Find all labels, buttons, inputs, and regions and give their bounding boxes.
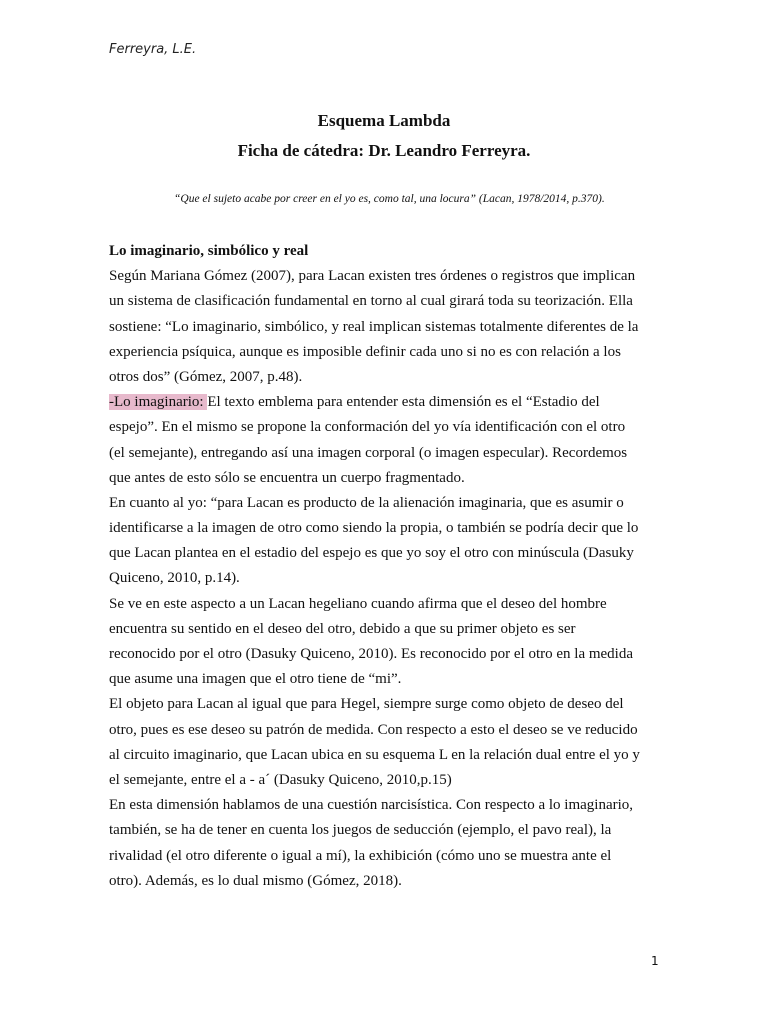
paragraph-line: En esta dimensión hablamos de una cuestión narcisística. Con respecto a lo imaginario, <box>109 797 634 814</box>
paragraph-line: Quiceno, 2010, p.14). <box>109 570 240 587</box>
paragraph-line: Según Mariana Gómez (2007), para Lacan existen tres órdenes o registros que implican <box>109 268 636 285</box>
paragraph-line: Se ve en este aspecto a un Lacan hegeliano cuando afirma que el deseo del hombre <box>109 595 607 612</box>
paragraph-line: otros dos” (Gómez, 2007, p.48). <box>109 368 303 385</box>
epigraph-quote: “Que el sujeto acabe por creer en el yo es, como tal, una locura” (Lacan, 1978/2014, p.370). <box>174 193 605 205</box>
page-number: 1 <box>651 954 659 968</box>
paragraph-line: que asume una imagen que el otro tiene de “mi”. <box>109 671 402 688</box>
paragraph-line-rest: El texto emblema para entender esta dimensión es el “Estadio del <box>207 394 600 411</box>
paragraph-line: En cuanto al yo: “para Lacan es producto de la alienación imaginaria, que es asumir o <box>109 494 624 511</box>
paragraph-line: sostiene: “Lo imaginario, simbólico, y real implican sistemas totalmente diferentes de la <box>109 318 639 335</box>
document-body <box>109 239 669 894</box>
paragraph-line: el semejante, entre el a - a´ (Dasuky Quiceno, 2010,p.15) <box>109 771 452 788</box>
paragraph-line: experiencia psíquica, aunque es imposible definir cada uno si no es con relación a los <box>109 343 621 360</box>
paragraph-line: espejo”. En el mismo se propone la conformación del yo vía identificación con el otro <box>109 419 626 436</box>
paragraph-line: El objeto para Lacan al igual que para Hegel, siempre surge como objeto de deseo del <box>109 696 624 713</box>
highlighted-term-lo-imaginario: -Lo imaginario: <box>109 394 208 411</box>
paragraph-line: un sistema de clasificación fundamental en torno al cual girará toda su teorización. Ella <box>109 293 633 310</box>
paragraph-line: identificarse a la imagen de otro como siendo la propia, o también se podría decir que lo <box>109 520 639 537</box>
paragraph-line: rivalidad (el otro diferente o igual a mí), la exhibición (cómo uno se muestra ante el <box>109 847 612 864</box>
running-header-author: Ferreyra, L.E. <box>109 42 197 57</box>
paragraph-line: (el semejante), entregando así una imagen corporal (o imagen especular). Recordemos <box>109 444 628 461</box>
paragraph-line: otro, pues es ese deseo su patrón de medida. Con respecto a esto el deseo se ve reducido <box>109 721 638 738</box>
section-heading: Lo imaginario, simbólico y real <box>109 243 309 259</box>
paragraph-line: reconocido por el otro (Dasuky Quiceno, 2010). Es reconocido por el otro en la medida <box>109 646 634 662</box>
paragraph-line: también, se ha de tener en cuenta los juegos de seducción (ejemplo, el pavo real), la <box>109 822 612 839</box>
paragraph-line: otro). Además, es lo dual mismo (Gómez, 2018). <box>109 872 402 889</box>
paragraph-line: al circuito imaginario, que Lacan ubica en su esquema L en la relación dual entre el yo y <box>109 746 640 763</box>
document-title: Esquema Lambda <box>317 111 451 130</box>
paragraph-line: que Lacan plantea en el estadio del espejo es que yo soy el otro con minúscula (Dasuky <box>109 545 634 562</box>
paragraph-line: que antes de esto sólo se encuentra un cuerpo fragmentado. <box>109 469 465 486</box>
document-subtitle: Ficha de cátedra: Dr. Leandro Ferreyra. <box>237 141 531 160</box>
paragraph-line: encuentra su sentido en el deseo del otro, debido a que su primer objeto es ser <box>109 620 576 637</box>
paragraph-line <box>109 390 669 415</box>
